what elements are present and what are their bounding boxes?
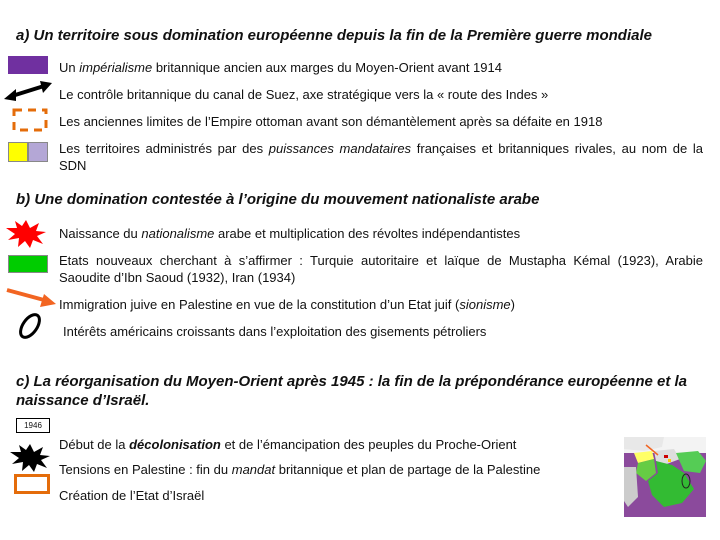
- legend-item-b2: Etats nouveaux cherchant à s’affirmer : Turquie autoritaire et laïque de Mustapha Kémal (1923), Arabie Saoudite d’Ibn Saoud (1932), Iran (1934): [59, 253, 703, 285]
- legend-item-a4: Les territoires administrés par des puissances mandataires françaises et britanniques rivales, au nom de la SDN: [59, 141, 703, 173]
- purple-square-icon: [8, 56, 48, 74]
- legend-item-b1: Naissance du nationalisme arabe et multiplication des révoltes indépendantistes: [59, 226, 521, 241]
- double-arrow-icon: [4, 80, 52, 102]
- green-square-icon: [8, 255, 48, 273]
- dashed-square-icon: [12, 108, 48, 132]
- yellow-lavender-squares-icon: [8, 142, 48, 162]
- orange-arrow-icon: [4, 286, 56, 308]
- year-badge: 1946: [16, 418, 50, 433]
- legend-item-a1: Un impérialisme britannique ancien aux marges du Moyen-Orient avant 1914: [59, 60, 502, 75]
- oval-ring-icon: [10, 312, 50, 340]
- section-c-heading: c) La réorganisation du Moyen-Orient après 1945 : la fin de la prépondérance européenne et la naissance d’Israël.: [16, 373, 688, 409]
- thumbnail-map: [624, 437, 706, 517]
- legend-item-c1: Début de la décolonisation et de l’émancipation des peuples du Proche-Orient: [59, 437, 517, 452]
- legend-item-a3: Les anciennes limites de l’Empire ottoman avant son démantèlement après sa défaite en 1918: [59, 114, 603, 129]
- red-explosion-icon: [6, 220, 46, 248]
- legend-item-b4: Intérêts américains croissants dans l’exploitation des gisements pétroliers: [63, 324, 487, 339]
- legend-item-c2: Tensions en Palestine : fin du mandat britannique et plan de partage de la Palestine: [59, 462, 541, 477]
- section-b-heading: b) Une domination contestée à l’origine du mouvement nationaliste arabe: [16, 191, 540, 208]
- black-explosion-icon: [10, 444, 50, 472]
- legend-item-a2: Le contrôle britannique du canal de Suez, axe stratégique vers la « route des Indes »: [59, 87, 549, 102]
- legend-item-c3: Création de l’Etat d’Israël: [59, 488, 205, 503]
- section-a-heading: a) Un territoire sous domination européenne depuis la fin de la Première guerre mondiale: [16, 27, 652, 44]
- orange-rectangle-icon: [14, 474, 50, 494]
- legend-item-b3: Immigration juive en Palestine en vue de la constitution d’un Etat juif (sionisme): [59, 297, 515, 312]
